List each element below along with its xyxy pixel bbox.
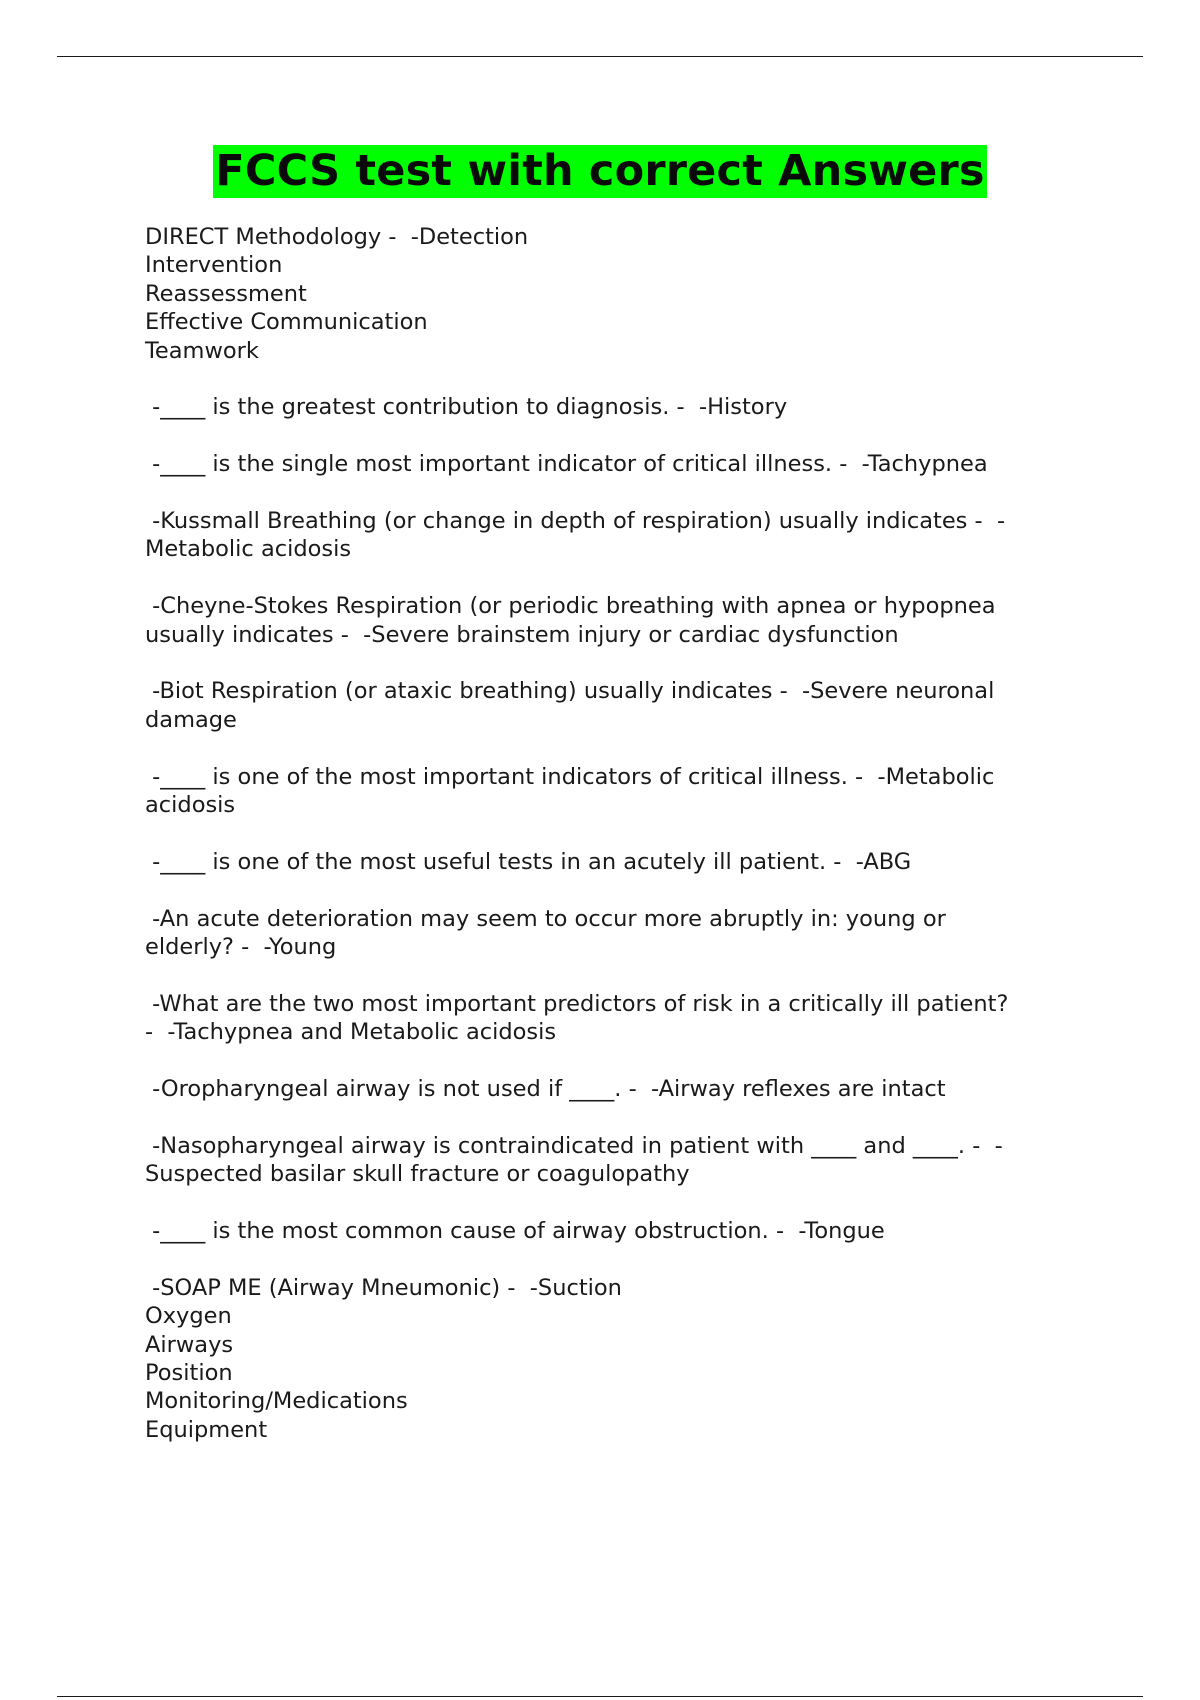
qa-entry: -____ is one of the most important indicators of critical illness. - -Metabolic acidosis [145,763,995,819]
qa-list [145,223,1080,1444]
qa-entry: -Kussmall Breathing (or change in depth of respiration) usually indicates - - Metabolic acidosis [145,508,1006,563]
qa-entry: -____ is one of the most useful tests in an acutely ill patient. - -ABG [145,848,912,875]
qa-entry: -What are the two most important predictors of risk in a critically ill patient? - -Tachypnea and Metabolic acidosis [145,990,1009,1046]
header-rule [57,56,1143,57]
qa-entry: -SOAP ME (Airway Mneumonic) - -Suction Oxygen Airways Position Monitoring/Medications Equipment [145,1274,622,1443]
qa-entry: -Biot Respiration (or ataxic breathing) usually indicates - -Severe neuronal damage [145,678,995,733]
qa-entry: -Cheyne-Stokes Respiration (or periodic breathing with apnea or hypopnea usually indicates - -Severe brainstem injury or cardiac dysfunction [145,593,996,648]
qa-entry: -____ is the greatest contribution to diagnosis. - -History [145,394,788,421]
qa-entry: -An acute deterioration may seem to occur more abruptly in: young or elderly? - -Young [145,905,946,961]
qa-entry: DIRECT Methodology - -Detection Intervention Reassessment Effective Communication Teamwork [145,224,529,364]
footer-rule [57,1696,1143,1697]
qa-entry: -Nasopharyngeal airway is contraindicated in patient with ____ and ____. - - Suspected basilar skull fracture or coagulopathy [145,1132,1003,1188]
title-container [0,145,1200,198]
qa-entry: -____ is the single most important indicator of critical illness. - -Tachypnea [145,451,988,478]
qa-entry: -____ is the most common cause of airway obstruction. - -Tongue [145,1218,885,1245]
document-title: FCCS test with correct Answers [215,146,985,196]
qa-entry: -Oropharyngeal airway is not used if ____. - -Airway reflexes are intact [145,1076,946,1103]
